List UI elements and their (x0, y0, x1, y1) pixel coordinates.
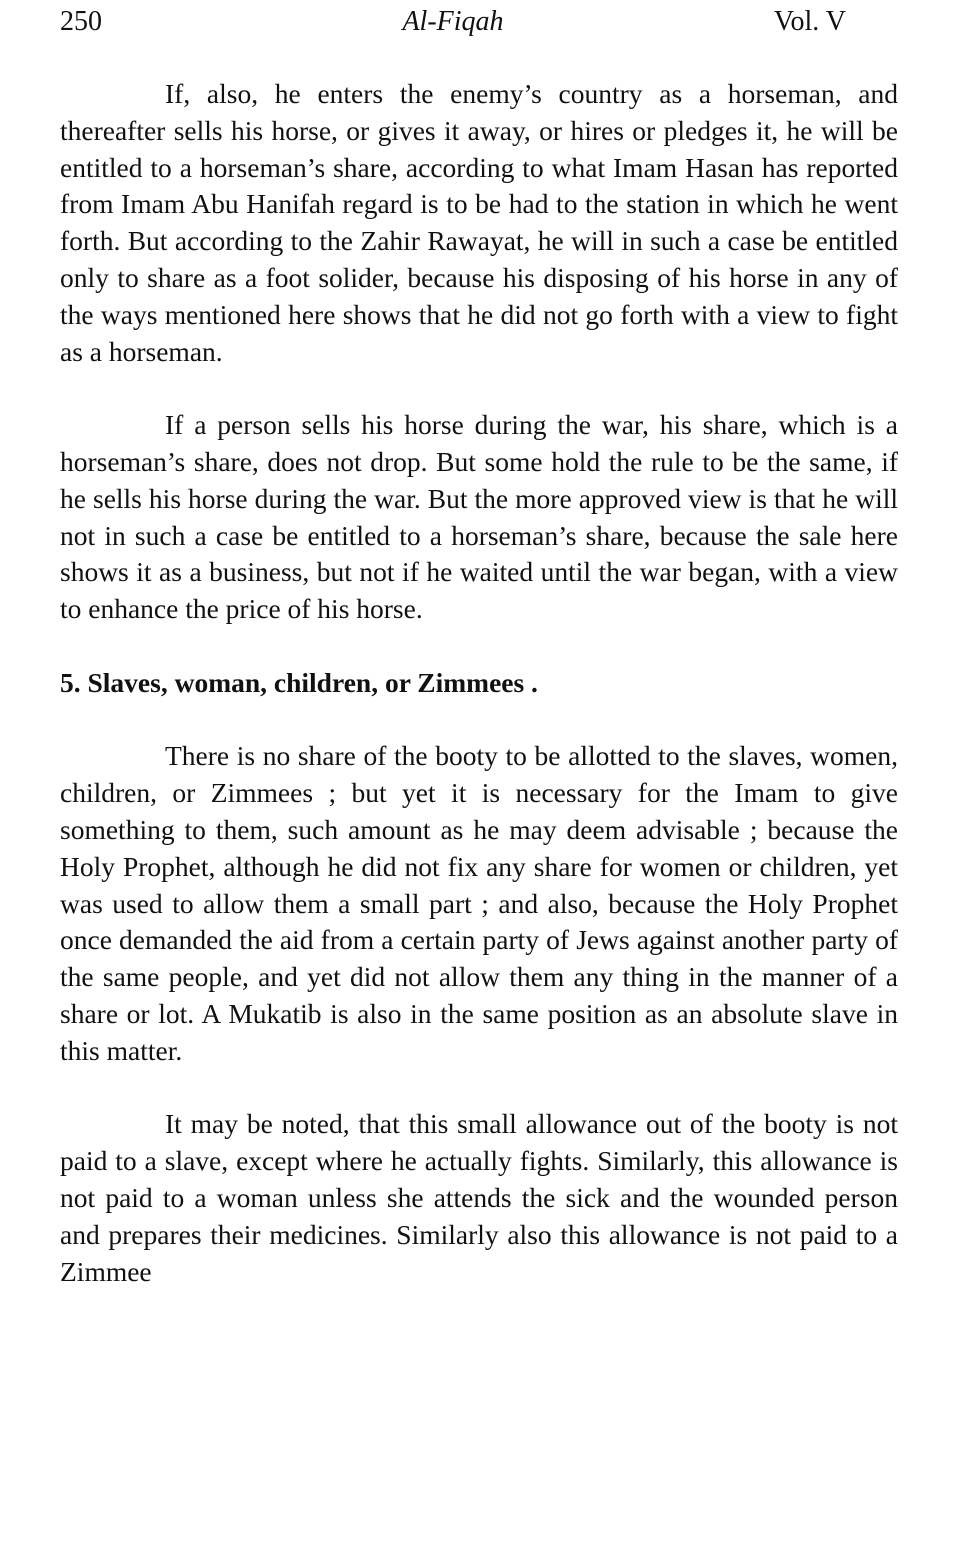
paragraph-sells-horse-during-war: If a person sells his horse during the war, his share, which is a horseman’s share, does not drop. But some hold the rule to be the same, if he sells his horse during the war. But the more approved view is that he will not in such a case be entitled to a horseman’s share, because the sale here shows it as a business, but not if he waited until the war began, with a view to enhance the price of his horse. (60, 409, 898, 625)
paragraph-small-allowance: It may be noted, that this small allowance out of the booty is not paid to a slave, except where he actually fights. Similarly, this allowance is not paid to a woman unless she attends the sick and the wounded person and prepares their medicines. Similarly also this allowance is not paid to a Zimmee (60, 1108, 898, 1287)
running-title: Al-Fiqah (402, 6, 504, 37)
section-heading: 5. Slaves, woman, children, or Zimmees . (60, 666, 538, 698)
page-number: 250 (60, 6, 102, 37)
page-header (60, 2, 846, 42)
paragraph-horseman-enters: If, also, he enters the enemy’s country as a horseman, and thereafter sells his horse, or gives it away, or hires or pledges it, he will be entitled to a horseman’s share, according to what Imam Hasan has reported from Imam Abu Hanifah regard is to be had to the station in which he went forth. But according to the Zahir Rawayat, he will in such a case be entitled only to share as a foot solider, because his disposing of his horse in any of the ways mentioned here shows that he did not go forth with a view to fight as a horseman. (60, 78, 898, 367)
page-body (60, 76, 898, 1290)
volume-label: Vol. V (773, 6, 846, 37)
paragraph-no-share-of-booty: There is no share of the booty to be allotted to the slaves, women, children, or Zimmees ; but yet it is necessary for the Imam to give something to them, such amount as he may deem advisable ; because the Holy Prophet, although he did not fix any share for women or children, yet was used to allow them a small part ; and also, because the Holy Prophet once demanded the aid from a certain party of Jews against another party of the same people, and yet did not allow them any thing in the manner of a share or lot. A Mukatib is also in the same position as an absolute slave in this matter. (60, 740, 898, 1066)
